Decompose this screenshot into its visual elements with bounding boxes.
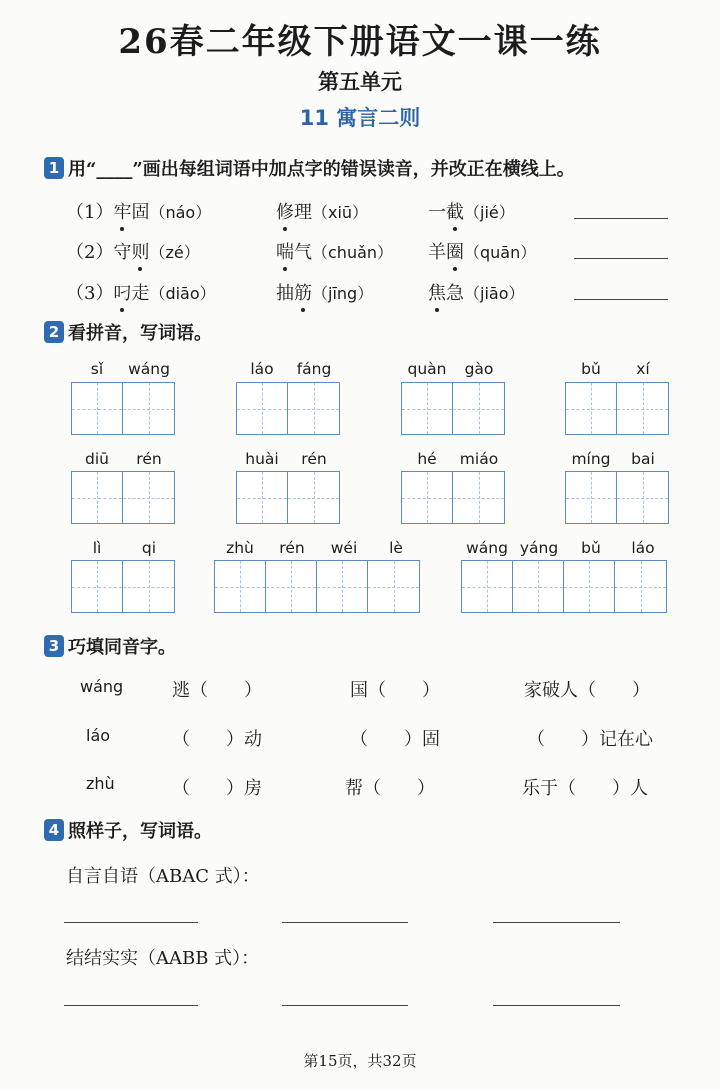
q2-number-badge: 2	[44, 321, 64, 343]
q3-blank[interactable]: 逃（ ）	[172, 680, 262, 701]
q3-heading	[44, 632, 176, 660]
q4-answer-line[interactable]	[64, 1005, 198, 1006]
q4-answer-line[interactable]	[282, 1005, 408, 1006]
page-title: 26春二年级下册语文一课一练	[118, 22, 602, 62]
q3-blank[interactable]: 乐于（ ）人	[522, 778, 648, 799]
pinyin-word: huài rén	[245, 450, 327, 468]
q3-pinyin-label: zhù	[86, 774, 115, 793]
q1-item: （3）叼走（diāo）	[66, 279, 216, 305]
q4-answer-line[interactable]	[493, 922, 620, 923]
pinyin-word: míng bai	[571, 450, 655, 468]
q3-blank[interactable]: 帮（ ）	[345, 778, 435, 799]
writing-grid[interactable]	[565, 471, 669, 524]
writing-grid[interactable]	[401, 471, 505, 524]
writing-grid[interactable]	[214, 560, 420, 613]
q4-answer-line[interactable]	[282, 922, 408, 923]
pinyin-word: lì qi	[92, 539, 157, 557]
q1-item: 修理（xiū）	[276, 198, 368, 224]
q1-number-badge: 1	[44, 157, 64, 179]
q1-item: 一截（jié）	[428, 198, 515, 224]
q1-item: 羊圈（quān）	[428, 238, 536, 264]
writing-grid[interactable]	[461, 560, 667, 613]
q3-blank[interactable]: （ ）固	[350, 729, 440, 750]
q4-example-aabb: 结结实实（AABB 式）：	[66, 948, 260, 969]
q4-heading	[44, 816, 212, 844]
q1-answer-line[interactable]	[574, 258, 668, 259]
q3-pinyin-label: wáng	[80, 677, 124, 696]
q2-heading	[44, 318, 212, 346]
q4-instruction: 照样子，写词语。	[68, 821, 212, 842]
q3-number-badge: 3	[44, 635, 64, 657]
q1-instruction: 用“____”画出每组词语中加点字的错误读音，并改正在横线上。	[68, 159, 575, 180]
writing-grid[interactable]	[401, 382, 505, 435]
q3-pinyin-label: láo	[86, 726, 111, 745]
writing-grid[interactable]	[71, 471, 175, 524]
writing-grid[interactable]	[236, 471, 340, 524]
q1-item: （2）守则（zé）	[66, 238, 200, 264]
pinyin-word: bǔ xí	[581, 360, 650, 378]
q4-number-badge: 4	[44, 819, 64, 841]
q1-answer-line[interactable]	[574, 299, 668, 300]
q1-item: 焦急（jiāo）	[428, 279, 525, 305]
q4-answer-line[interactable]	[64, 922, 198, 923]
q3-instruction: 巧填同音字。	[68, 637, 176, 658]
writing-grid[interactable]	[565, 382, 669, 435]
q1-item: 抽筋（jīng）	[276, 279, 373, 305]
q4-answer-line[interactable]	[493, 1005, 620, 1006]
pinyin-word: hé miáo	[417, 450, 499, 468]
q2-instruction: 看拼音，写词语。	[68, 323, 212, 344]
writing-grid[interactable]	[236, 382, 340, 435]
q1-item: （1）牢固（náo）	[66, 198, 211, 224]
q1-heading	[44, 154, 575, 182]
pinyin-word: láo fáng	[250, 360, 332, 378]
q1-answer-line[interactable]	[574, 218, 668, 219]
pinyin-word: quàn gào	[407, 360, 494, 378]
writing-grid[interactable]	[71, 382, 175, 435]
q1-item: 喘气（chuǎn）	[276, 238, 393, 264]
pinyin-word: zhù rén wéi lè	[226, 539, 403, 557]
lesson-heading: 11 寓言二则	[299, 106, 421, 130]
q3-blank[interactable]: 家破人（ ）	[524, 680, 650, 701]
q4-example-abac: 自言自语（ABAC 式）：	[66, 866, 260, 887]
q3-blank[interactable]: （ ）动	[172, 729, 262, 750]
unit-heading: 第五单元	[318, 69, 402, 94]
pinyin-word: sǐ wáng	[90, 360, 170, 378]
page-number: 第15页，共32页	[303, 1052, 417, 1070]
q3-blank[interactable]: （ ）房	[172, 778, 262, 799]
q3-blank[interactable]: （ ）记在心	[527, 729, 653, 750]
pinyin-word: diū rén	[85, 450, 162, 468]
q3-blank[interactable]: 国（ ）	[350, 680, 440, 701]
writing-grid[interactable]	[71, 560, 175, 613]
pinyin-word: wáng yáng bǔ láo	[466, 539, 655, 557]
